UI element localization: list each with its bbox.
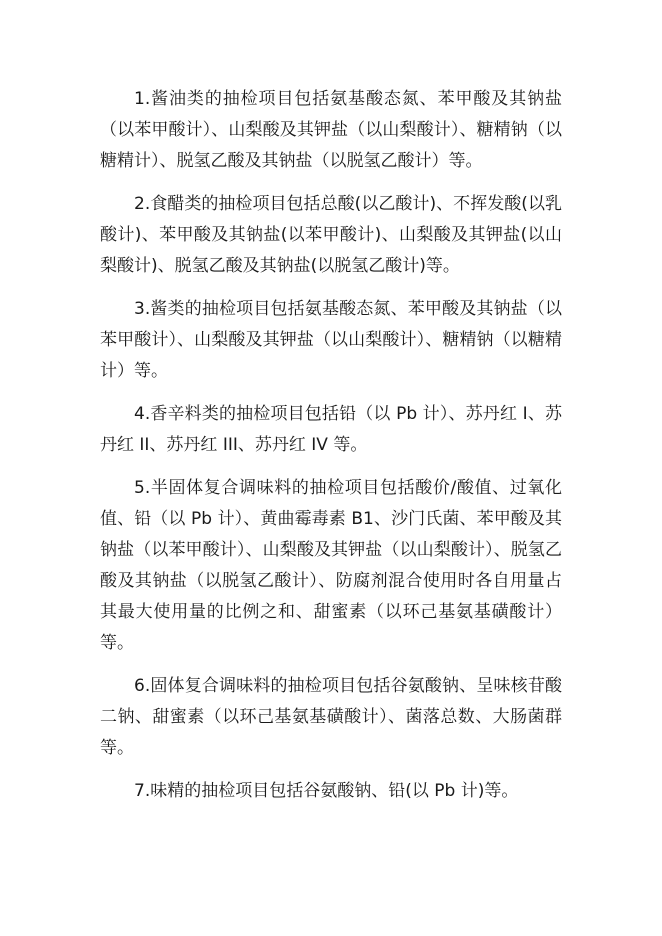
paragraph-vinegar: 2.食醋类的抽检项目包括总酸(以乙酸计)、不挥发酸(以乳酸计)、苯甲酸及其钠盐(以苯甲酸计)、山梨酸及其钾盐(以山梨酸计)、脱氢乙酸及其钠盐(以脱氢乙酸计)等。: [100, 194, 562, 276]
paragraph-soy-sauce: 1.酱油类的抽检项目包括氨基酸态氮、苯甲酸及其钠盐（以苯甲酸计）、山梨酸及其钾盐（以山梨酸计）、糖精钠（以糖精计）、脱氢乙酸及其钠盐（以脱氢乙酸计）等。: [100, 89, 562, 171]
paragraph-spices: 4.香辛料类的抽检项目包括铅（以 Pb 计）、苏丹红 I、苏丹红 II、苏丹红 III、苏丹红 IV 等。: [100, 404, 562, 455]
paragraph-msg: 7.味精的抽检项目包括谷氨酸钠、铅(以 Pb 计)等。: [134, 781, 519, 801]
paragraph-semi-solid-seasoning: 5.半固体复合调味料的抽检项目包括酸价/酸值、过氧化值、铅（以 Pb 计）、黄曲霉毒素 B1、沙门氏菌、苯甲酸及其钠盐（以苯甲酸计）、山梨酸及其钾盐（以山梨酸计）、脱氢乙酸及其钠盐（以脱氢乙酸计）、防腐剂混合使用时各自用量占其最大使用量的比例之和、甜蜜素（以环己基氨基磺酸计）等。: [100, 478, 562, 653]
document-body: [100, 84, 562, 807]
paragraph-solid-seasoning: 6.固体复合调味料的抽检项目包括谷氨酸钠、呈味核苷酸二钠、甜蜜素（以环己基氨基磺酸计）、菌落总数、大肠菌群等。: [100, 676, 562, 758]
paragraph-sauce: 3.酱类的抽检项目包括氨基酸态氮、苯甲酸及其钠盐（以苯甲酸计）、山梨酸及其钾盐（以山梨酸计）、糖精钠（以糖精计）等。: [100, 299, 562, 381]
